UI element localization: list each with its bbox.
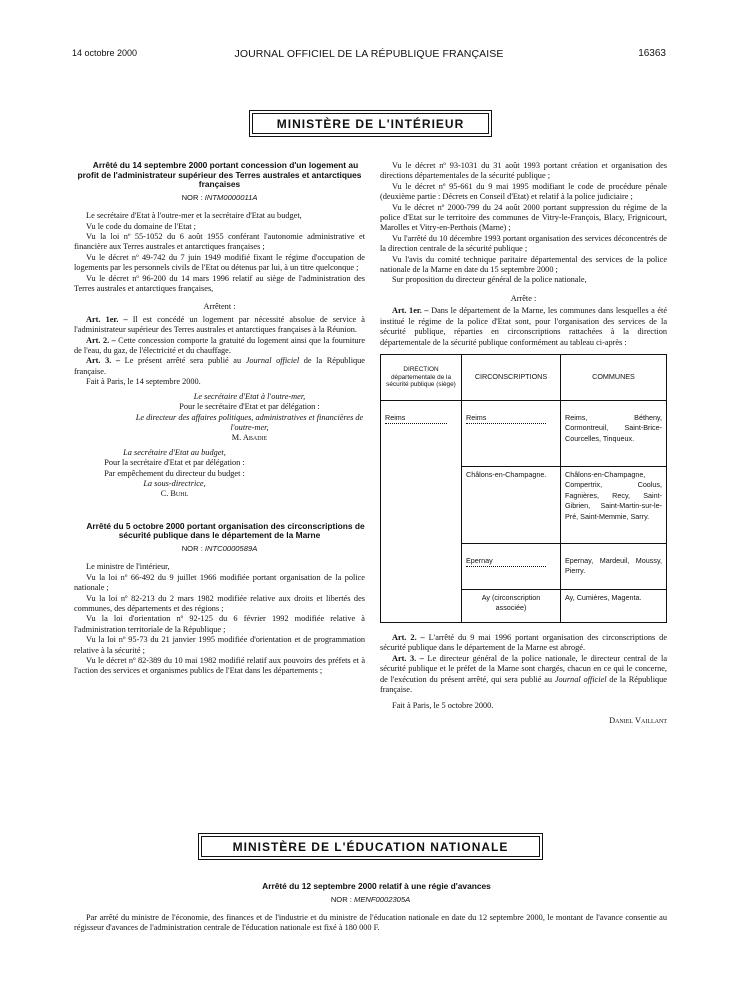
decree2-arrete: Arrête : [510, 293, 537, 303]
decree1-para: Vu le décret nº 49-742 du 7 juin 1949 modifié fixant le régime d'occupation de logements par les personnels civils de l'Etat ou détenus par lui, à un titre quelconque ; [74, 252, 365, 273]
table-cell-communes: Epernay, Mardeuil, Moussy, Pierry. [561, 543, 667, 589]
decree2-para: Vu le décret nº 82-389 du 10 mai 1982 modifié relatif aux pouvoirs des préfets et à l'action des services et organismes publics de l'Etat dans les départements ; [74, 656, 365, 676]
decree2-nor: NOR : INTC0000589A [181, 543, 258, 553]
decree2-art1: Art. 1er. – Dans le département de la Marne, les communes dans lesquelles a été institué le régime de la police d'Etat sont, pour l'organisation des services de la sécurité publique, réparties en circonscriptions rattachées à la direction départementale de la sécurité publique conformément au tableau ci-après : [380, 306, 668, 347]
table-cell-communes: Châlons-en-Champagne, Compertrix, Coolus, Fagnières, Recy, Saint-Gibrien, Saint-Martin-sur-le-Pré, Saint-Memmie, Sarry. [561, 466, 667, 543]
decree3-title: Arrêté du 12 septembre 2000 relatif à une régie d'avances [262, 881, 491, 891]
decree2-para: Vu la loi nº 66-492 du 9 juillet 1966 modifiée portant organisation de la police nationale ; [74, 572, 365, 593]
ministry-education-box [198, 833, 543, 860]
table-header-circonscriptions: CIRCONSCRIPTIONS [462, 354, 561, 400]
ministry-interieur-box [249, 110, 492, 137]
left-column [74, 161, 365, 677]
decree2-para: Vu l'arrêté du 10 décembre 1993 portant organisation des services déconcentrés de la direction centrale de la sécurité publique ; [380, 233, 667, 254]
decree2-para: Vu le décret nº 2000-799 du 24 août 2000 portant suppression du régime de la police d'Etat sur le territoire des communes de Vitry-le-François, Blacy, Frignicourt, Marolles et Vitry-en-Perthois (Marne) ; [380, 202, 667, 233]
table-header-communes: COMMUNES [561, 354, 667, 400]
decree1-para: Vu le code du domaine de l'Etat ; [86, 221, 196, 231]
decree1-para: Vu la loi nº 55-1052 du 6 août 1955 conférant l'autonomie administrative et financière aux Terres australes et antarctiques françaises ; [74, 232, 365, 252]
header-date: 14 octobre 2000 [72, 48, 138, 58]
table-cell-circ: Epernay [462, 543, 561, 589]
decree1-signature-block1: Le secrétaire d'Etat à l'outre-mer, Pour le secrétaire d'Etat et par délégation : Le directeur des affaires politiques, administratives et financières de l'outre-mer, M. Abadie [135, 391, 364, 443]
decree3-para: Par arrêté du ministre de l'économie, des finances et de l'industrie et du ministre de l'éducation nationale en date du 12 septembre 2000, le montant de l'avance consentie au régisseur d'avances de l'administration centrale de l'éducation nationale est fixé à 180 000 F. [74, 913, 667, 933]
table-cell-circ: Reims [462, 400, 561, 466]
decree1-fait: Fait à Paris, le 14 septembre 2000. [86, 377, 201, 387]
decree1-title: Arrêté du 14 septembre 2000 portant concession d'un logement au profit de l'administrateur supérieur des Terres australes et antarctiques françaises [77, 160, 362, 190]
decree1-signature-block2: La secrétaire d'Etat au budget, Pour la secrétaire d'Etat et par délégation : Par empêchement du directeur du budget : La sous-directrice, C. Buhl [104, 447, 245, 499]
circonscriptions-table [380, 354, 667, 623]
table-cell-communes: Reims, Bétheny, Cormontreuil, Saint-Brice-Courcelles, Tinqueux. [561, 400, 667, 466]
decree2-para: Vu le décret nº 93-1031 du 31 août 1993 portant création et organisation des directions départementales de la sécurité publique ; [380, 161, 667, 181]
decree1-arretent: Arrêtent : [203, 302, 236, 312]
table-cell-circ: Châlons-en-Champagne. [462, 466, 561, 543]
decree2-signature: Daniel Vaillant [609, 715, 667, 725]
decree2-para: Vu la loi nº 82-213 du 2 mars 1982 modifiée relative aux droits et libertés des communes, des départements et des régions ; [74, 593, 365, 613]
decree2-para: Vu l'avis du comité technique paritaire départemental des services de la police nationale de la Marne en date du 15 septembre 2000 ; [380, 254, 667, 275]
decree2-para: Vu le décret nº 95-661 du 9 mai 1995 modifiant le code de procédure pénale (deuxième partie : Décrets en Conseil d'Etat) et relatif à la police judiciaire ; [380, 181, 667, 202]
decree3-nor: NOR : MENF0002305A [330, 894, 411, 904]
decree1-art1: Art. 1er. – Il est concédé un logement par nécessité absolue de service à l'administrateur supérieur des Terres australes et antarctiques françaises à la Réunion. [74, 314, 365, 335]
decree1-art2: Art. 2. – Cette concession comporte la gratuité du logement ainsi que la fourniture de l'eau, du gaz, de l'électricité et du chauffage. [74, 335, 366, 356]
decree1-para: Vu le décret nº 96-200 du 14 mars 1996 relatif au siège de l'administration des Terres australes et antarctiques françaises, [74, 273, 365, 294]
decree2-title: Arrêté du 5 octobre 2000 portant organisation des circonscriptions de sécurité publique dans le département de la Marne [86, 520, 365, 541]
ministry-education-title: MINISTÈRE DE L'ÉDUCATION NATIONALE [201, 836, 540, 857]
decree2-fait: Fait à Paris, le 5 octobre 2000. [392, 701, 494, 711]
journal-title: JOURNAL OFFICIEL DE LA RÉPUBLIQUE FRANÇAISE [234, 48, 504, 60]
decree1-art3: Art. 3. – Le présent arrêté sera publié au Journal officiel de la République française. [74, 356, 365, 376]
decree2-para: Sur proposition du directeur général de la police nationale, [392, 275, 587, 285]
ministry-interieur-title: MINISTÈRE DE L'INTÉRIEUR [252, 113, 489, 134]
right-column [380, 161, 667, 726]
table-cell-circ: Ay (circonscription associée) [462, 589, 561, 622]
decree2-para: Vu la loi nº 95-73 du 21 janvier 1995 modifiée d'orientation et de programmation relative à la sécurité ; [74, 635, 365, 655]
decree2-art2: Art. 2. – L'arrêté du 9 mai 1996 portant organisation des circonscriptions de sécurité publique dans le département de la Marne est abrogé. [380, 632, 668, 653]
page-number: 16363 [638, 48, 666, 59]
decree2-art3: Art. 3. – Le directeur général de la police nationale, le directeur central de la sécurité publique et le préfet de la Marne sont chargés, chacun en ce qui le concerne, de l'exécution du présent arrêté, qui sera publié au Journal officiel de la République française. [380, 653, 667, 694]
bottom-section [74, 882, 667, 934]
page-header [72, 48, 666, 62]
decree1-nor: NOR : INTM0000011A [181, 192, 258, 202]
table-row [381, 400, 667, 466]
table-cell-communes: Ay, Cumières, Magenta. [561, 589, 667, 622]
table-cell-direction: Reims [381, 400, 462, 622]
decree2-para: Vu la loi d'orientation nº 92-125 du 6 février 1992 modifiée relative à l'administration territoriale de la République ; [74, 614, 365, 634]
table-header-direction: DIRECTION départementale de la sécurité publique (siège) [381, 354, 462, 400]
decree2-para: Le ministre de l'intérieur, [86, 562, 170, 572]
decree1-para: Le secrétaire d'Etat à l'outre-mer et la secrétaire d'Etat au budget, [86, 211, 302, 221]
